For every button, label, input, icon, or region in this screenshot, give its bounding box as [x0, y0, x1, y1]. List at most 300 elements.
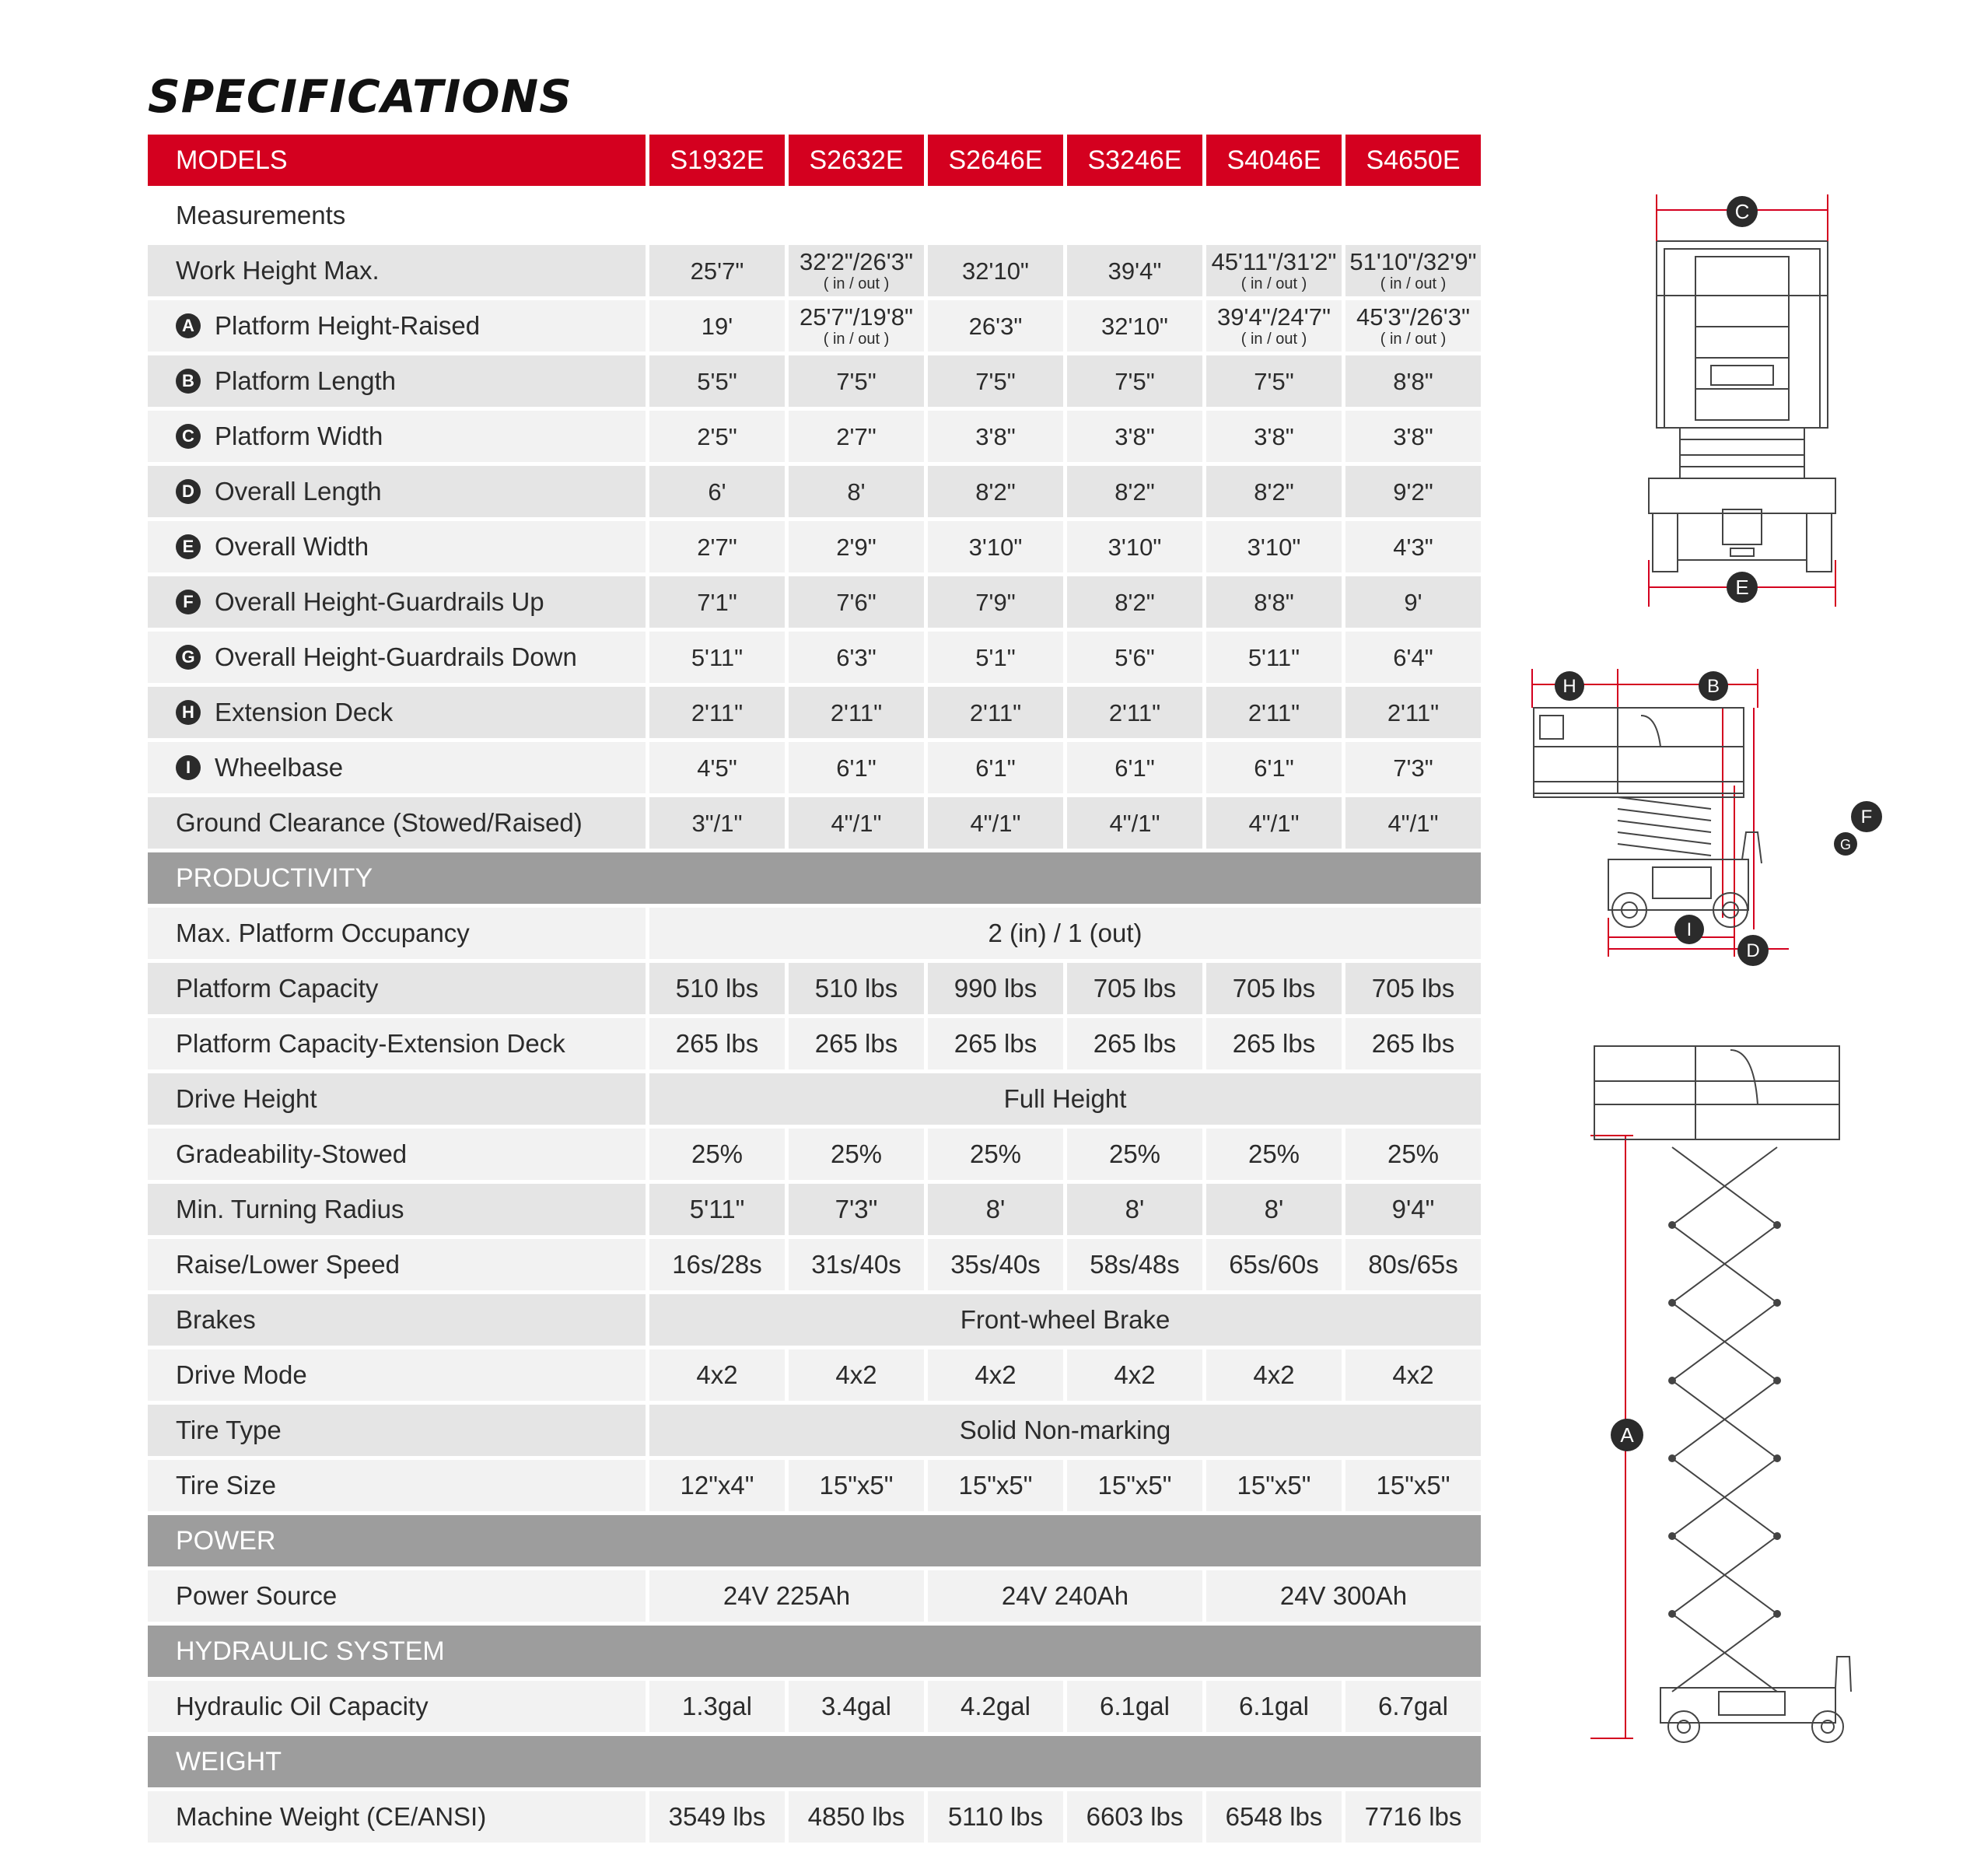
value-main: 2'11": [691, 698, 744, 726]
section-header-row: [148, 852, 1481, 904]
raised-view-diagram: [1587, 1034, 1882, 1750]
model-header: S2632E: [789, 135, 924, 186]
value-cell: [1067, 521, 1202, 572]
row-label-text: Ground Clearance (Stowed/Raised): [176, 808, 583, 837]
value-main: 6': [708, 478, 726, 506]
value-main: 8'2": [975, 478, 1016, 506]
value-cell: 31s/40s: [789, 1239, 924, 1290]
value-cell: 65s/60s: [1206, 1239, 1342, 1290]
paired-value: 24V 240Ah: [928, 1570, 1202, 1622]
value-cell: 25%: [1067, 1129, 1202, 1180]
row-label-text: Gradeability-Stowed: [176, 1139, 408, 1168]
table-row: [148, 411, 1481, 462]
value-main: 8'8": [1393, 367, 1433, 395]
label-i: I: [1686, 919, 1692, 940]
row-label: [148, 797, 646, 849]
row-label-text: Work Height Max.: [176, 256, 380, 285]
value-cell: [1067, 576, 1202, 628]
value-main: 8': [847, 478, 866, 506]
page-title: SPECIFICATIONS: [148, 70, 572, 123]
value-cell: [1345, 300, 1481, 352]
value-cell: 6603 lbs: [1067, 1791, 1202, 1843]
table-header-row: [148, 135, 1481, 186]
value-main: 32'10": [1101, 312, 1168, 340]
value-main: 19': [701, 312, 733, 340]
value-main: 9'2": [1393, 478, 1433, 506]
value-main: 2'7": [697, 533, 737, 561]
value-cell: [1206, 687, 1342, 738]
value-cell: [928, 300, 1063, 352]
value-cell: [928, 797, 1063, 849]
value-cell: [1206, 742, 1342, 793]
label-e: E: [1735, 576, 1749, 599]
value-cell: 25%: [649, 1129, 785, 1180]
value-cell: 15"x5": [789, 1460, 924, 1511]
value-main: 6'1": [975, 754, 1016, 782]
paired-value: 24V 225Ah: [649, 1570, 924, 1622]
row-label: [148, 576, 646, 628]
value-cell: 9'4": [1345, 1184, 1481, 1235]
value-main: 4"/1": [1248, 809, 1300, 837]
label-h: H: [1562, 676, 1576, 697]
value-cell: [649, 521, 785, 572]
value-cell: 25%: [1345, 1129, 1481, 1180]
table-row: [148, 1791, 1481, 1843]
value-cell: [649, 411, 785, 462]
value-cell: 15"x5": [1067, 1460, 1202, 1511]
table-row: [148, 1184, 1481, 1235]
row-label: [148, 466, 646, 517]
label-b: B: [1706, 676, 1720, 697]
value-cell: [1345, 576, 1481, 628]
value-main: 7'5": [1114, 367, 1155, 395]
value-cell: 4x2: [649, 1349, 785, 1401]
value-cell: [649, 632, 785, 683]
value-main: 4"/1": [831, 809, 882, 837]
table-row: [148, 1681, 1481, 1732]
value-cell: 4x2: [789, 1349, 924, 1401]
value-cell: 265 lbs: [649, 1018, 785, 1069]
value-cell: 5110 lbs: [928, 1791, 1063, 1843]
value-main: 2'11": [969, 698, 1022, 726]
value-cell: [649, 797, 785, 849]
value-cell: [1067, 355, 1202, 407]
value-main: 8'2": [1114, 478, 1155, 506]
label-f: F: [1860, 807, 1873, 828]
value-main: 8'8": [1254, 588, 1294, 616]
value-note: ( in / out ): [1240, 331, 1307, 348]
value-main: 2'5": [697, 422, 737, 450]
section-header: PRODUCTIVITY: [148, 852, 1481, 904]
value-cell: 8': [1206, 1184, 1342, 1235]
row-label: [148, 1681, 646, 1732]
value-main: 7'5": [1254, 367, 1294, 395]
table-row: [148, 1349, 1481, 1401]
value-cell: 5'11": [649, 1184, 785, 1235]
value-main: 26'3": [968, 312, 1023, 340]
value-cell: 510 lbs: [649, 963, 785, 1014]
value-main: 3"/1": [691, 809, 743, 837]
value-main: 3'8": [1393, 422, 1433, 450]
model-header: S2646E: [928, 135, 1063, 186]
model-header: S4650E: [1345, 135, 1481, 186]
paired-value: 24V 300Ah: [1206, 1570, 1481, 1622]
value-cell: [1067, 632, 1202, 683]
value-cell: 6548 lbs: [1206, 1791, 1342, 1843]
value-main: 5'6": [1114, 643, 1155, 671]
row-label-text: Platform Height-Raised: [215, 311, 481, 340]
section-header: POWER: [148, 1515, 1481, 1566]
row-label-text: Raise/Lower Speed: [176, 1250, 401, 1279]
section-header: WEIGHT: [148, 1736, 1481, 1787]
value-cell: 15"x5": [928, 1460, 1063, 1511]
value-main: 4'5": [697, 754, 737, 782]
value-cell: [928, 411, 1063, 462]
table-row: [148, 245, 1481, 296]
value-cell: [789, 245, 924, 296]
value-main: 4"/1": [1109, 809, 1160, 837]
value-main: 6'1": [1254, 754, 1294, 782]
row-label-text: Overall Length: [215, 477, 382, 506]
label-a: A: [1620, 1423, 1634, 1447]
value-main: 6'1": [836, 754, 877, 782]
table-row: [148, 632, 1481, 683]
value-cell: [1206, 632, 1342, 683]
value-cell: [649, 300, 785, 352]
value-main: 2'7": [836, 422, 877, 450]
table-row: [148, 1460, 1481, 1511]
row-label: [148, 1073, 646, 1125]
value-cell: [928, 632, 1063, 683]
value-main: 7'9": [975, 588, 1016, 616]
value-cell: [928, 466, 1063, 517]
value-cell: [1206, 797, 1342, 849]
value-note: ( in / out ): [1380, 331, 1447, 348]
value-main: 2'11": [1247, 698, 1300, 726]
dimension-badge-d: D: [176, 479, 201, 504]
table-row: [148, 1239, 1481, 1290]
value-main: 39'4"/24'7": [1217, 303, 1331, 331]
value-cell: 7'3": [789, 1184, 924, 1235]
value-cell: [1206, 355, 1342, 407]
value-cell: [1345, 411, 1481, 462]
value-cell: [1067, 411, 1202, 462]
value-cell: [1067, 742, 1202, 793]
value-cell: [649, 576, 785, 628]
value-cell: [1206, 411, 1342, 462]
row-label: [148, 687, 646, 738]
value-main: 5'11": [1247, 643, 1300, 671]
value-main: 6'4": [1393, 643, 1433, 671]
row-label-text: Platform Length: [215, 366, 396, 395]
spanned-value: Full Height: [649, 1073, 1481, 1125]
row-label: [148, 963, 646, 1014]
value-main: 5'5": [697, 367, 737, 395]
table-row: [148, 521, 1481, 572]
value-cell: [649, 742, 785, 793]
value-main: 4"/1": [970, 809, 1021, 837]
value-cell: [1345, 797, 1481, 849]
value-cell: [789, 632, 924, 683]
row-label-text: Power Source: [176, 1581, 338, 1610]
model-header: S4046E: [1206, 135, 1342, 186]
value-cell: [789, 355, 924, 407]
value-main: 3'8": [975, 422, 1016, 450]
value-cell: 80s/65s: [1345, 1239, 1481, 1290]
value-main: 2'11": [830, 698, 883, 726]
value-cell: 1.3gal: [649, 1681, 785, 1732]
side-view-diagram: [1524, 661, 1890, 972]
value-cell: [1067, 245, 1202, 296]
spanned-value: 2 (in) / 1 (out): [649, 908, 1481, 959]
value-cell: 4x2: [1345, 1349, 1481, 1401]
value-cell: 6.7gal: [1345, 1681, 1481, 1732]
row-label: [148, 245, 646, 296]
value-cell: 705 lbs: [1067, 963, 1202, 1014]
value-cell: [928, 355, 1063, 407]
value-main: 45'3"/26'3": [1356, 303, 1470, 331]
value-main: 7'5": [836, 367, 877, 395]
table-row: [148, 1018, 1481, 1069]
value-main: 3'8": [1114, 422, 1155, 450]
value-cell: 25%: [789, 1129, 924, 1180]
value-cell: [1206, 245, 1342, 296]
value-cell: 3.4gal: [789, 1681, 924, 1732]
value-cell: 6.1gal: [1067, 1681, 1202, 1732]
model-header: S3246E: [1067, 135, 1202, 186]
value-cell: 58s/48s: [1067, 1239, 1202, 1290]
section-header: HYDRAULIC SYSTEM: [148, 1626, 1481, 1677]
dimension-badge-f: F: [176, 590, 201, 614]
value-cell: 16s/28s: [649, 1239, 785, 1290]
table-row: [148, 576, 1481, 628]
table-row: [148, 797, 1481, 849]
section-header-row: [148, 1515, 1481, 1566]
value-cell: 265 lbs: [789, 1018, 924, 1069]
section-header-row: [148, 1736, 1481, 1787]
value-main: 3'8": [1254, 422, 1294, 450]
table-row: [148, 742, 1481, 793]
dimension-badge-g: G: [176, 645, 201, 670]
table-row: [148, 1570, 1481, 1622]
value-cell: [1345, 632, 1481, 683]
value-main: 39'4": [1107, 257, 1162, 285]
table-row: [148, 1073, 1481, 1125]
value-cell: [649, 245, 785, 296]
value-cell: 705 lbs: [1345, 963, 1481, 1014]
value-cell: [789, 576, 924, 628]
value-cell: [649, 355, 785, 407]
row-label-text: Drive Height: [176, 1084, 317, 1113]
row-label: [148, 1791, 646, 1843]
value-main: 4"/1": [1387, 809, 1439, 837]
table-row: [148, 1129, 1481, 1180]
row-label-text: Overall Height-Guardrails Down: [215, 642, 577, 671]
dimension-badge-e: E: [176, 534, 201, 559]
value-cell: 25%: [928, 1129, 1063, 1180]
value-cell: 8': [1067, 1184, 1202, 1235]
table-row: [148, 300, 1481, 352]
value-main: 3'10": [968, 533, 1023, 561]
value-cell: [1345, 245, 1481, 296]
value-cell: 7716 lbs: [1345, 1791, 1481, 1843]
value-cell: [1345, 466, 1481, 517]
row-label: [148, 1018, 646, 1069]
row-label-text: Tire Type: [176, 1416, 282, 1444]
value-cell: 4.2gal: [928, 1681, 1063, 1732]
value-cell: [1206, 521, 1342, 572]
value-main: 9': [1404, 588, 1422, 616]
value-main: 3'10": [1107, 533, 1162, 561]
row-label-text: Platform Capacity: [176, 974, 379, 1003]
dimension-badge-i: I: [176, 755, 201, 780]
value-cell: 4x2: [1206, 1349, 1342, 1401]
value-cell: [649, 466, 785, 517]
row-label: [148, 1349, 646, 1401]
value-cell: [1067, 687, 1202, 738]
value-main: 6'3": [836, 643, 877, 671]
value-cell: 510 lbs: [789, 963, 924, 1014]
row-label: [148, 632, 646, 683]
row-label: [148, 742, 646, 793]
row-label: [148, 1184, 646, 1235]
models-header: MODELS: [148, 135, 646, 186]
value-cell: 4x2: [1067, 1349, 1202, 1401]
row-label: [148, 1129, 646, 1180]
label-c: C: [1734, 200, 1750, 223]
front-view-diagram: [1641, 187, 1843, 614]
value-cell: 705 lbs: [1206, 963, 1342, 1014]
row-label-text: Extension Deck: [215, 698, 394, 726]
table-row: [148, 466, 1481, 517]
value-main: 5'11": [691, 643, 744, 671]
value-cell: [928, 687, 1063, 738]
value-cell: 265 lbs: [1345, 1018, 1481, 1069]
value-cell: [789, 687, 924, 738]
row-label: [148, 908, 646, 959]
value-main: 25'7": [690, 257, 744, 285]
value-cell: [789, 742, 924, 793]
row-label-text: Min. Turning Radius: [176, 1195, 404, 1223]
value-cell: [1067, 300, 1202, 352]
value-cell: 15"x5": [1345, 1460, 1481, 1511]
value-cell: [649, 687, 785, 738]
value-main: 5'1": [975, 643, 1016, 671]
row-label-text: Machine Weight (CE/ANSI): [176, 1802, 487, 1831]
value-main: 7'5": [975, 367, 1016, 395]
table-row: [148, 355, 1481, 407]
value-main: 8'2": [1254, 478, 1294, 506]
row-label: [148, 1294, 646, 1346]
row-label-text: Platform Capacity-Extension Deck: [176, 1029, 565, 1058]
row-label: [148, 1460, 646, 1511]
value-main: 2'9": [836, 533, 877, 561]
value-cell: [1067, 797, 1202, 849]
value-main: 51'10"/32'9": [1349, 248, 1477, 275]
value-cell: 990 lbs: [928, 963, 1063, 1014]
value-note: ( in / out ): [1240, 275, 1307, 292]
value-cell: 35s/40s: [928, 1239, 1063, 1290]
value-cell: 4850 lbs: [789, 1791, 924, 1843]
table-row: [148, 1405, 1481, 1456]
value-cell: [1067, 466, 1202, 517]
value-main: 25'7"/19'8": [800, 303, 913, 331]
value-cell: [1345, 687, 1481, 738]
row-label-text: Platform Width: [215, 422, 383, 450]
table-row: [148, 908, 1481, 959]
model-header: S1932E: [649, 135, 785, 186]
value-cell: 25%: [1206, 1129, 1342, 1180]
value-main: 8'2": [1114, 588, 1155, 616]
value-main: 7'1": [697, 588, 737, 616]
value-cell: [789, 300, 924, 352]
value-cell: [789, 466, 924, 517]
table-row: [148, 963, 1481, 1014]
value-cell: 265 lbs: [1206, 1018, 1342, 1069]
table-row: [148, 1294, 1481, 1346]
value-main: 2'11": [1108, 698, 1161, 726]
value-main: 45'11"/31'2": [1211, 248, 1337, 275]
value-cell: 15"x5": [1206, 1460, 1342, 1511]
row-label: [148, 411, 646, 462]
value-cell: 12"x4": [649, 1460, 785, 1511]
value-main: 2'11": [1387, 698, 1440, 726]
value-main: 4'3": [1393, 533, 1433, 561]
section-header-row: [148, 1626, 1481, 1677]
table-row: [148, 687, 1481, 738]
row-label-text: Overall Height-Guardrails Up: [215, 587, 544, 616]
row-label: [148, 521, 646, 572]
value-cell: [1206, 466, 1342, 517]
value-main: 32'2"/26'3": [800, 248, 913, 275]
row-label-text: Wheelbase: [215, 753, 344, 782]
label-d: D: [1746, 940, 1760, 961]
value-note: ( in / out ): [823, 275, 890, 292]
row-label: [148, 1570, 646, 1622]
value-cell: [1345, 742, 1481, 793]
value-cell: 265 lbs: [1067, 1018, 1202, 1069]
row-label-text: Max. Platform Occupancy: [176, 919, 470, 947]
row-label-text: Tire Size: [176, 1471, 276, 1500]
dimension-badge-b: B: [176, 369, 201, 394]
value-main: 7'3": [1393, 754, 1433, 782]
dimension-badge-c: C: [176, 424, 201, 449]
row-label: [148, 355, 646, 407]
value-main: 7'6": [836, 588, 877, 616]
value-cell: 8': [928, 1184, 1063, 1235]
value-cell: [1345, 355, 1481, 407]
value-note: ( in / out ): [823, 331, 890, 348]
value-main: 3'10": [1247, 533, 1301, 561]
value-cell: [1345, 521, 1481, 572]
row-label-text: Overall Width: [215, 532, 369, 561]
row-label-text: Brakes: [176, 1305, 256, 1334]
value-cell: [1206, 576, 1342, 628]
dimension-badge-h: H: [176, 700, 201, 725]
value-cell: [928, 521, 1063, 572]
value-main: 6'1": [1114, 754, 1155, 782]
specifications-table: [144, 131, 1485, 1846]
value-cell: [789, 411, 924, 462]
measurements-heading-row: [148, 190, 1481, 241]
value-cell: [789, 797, 924, 849]
row-label: [148, 300, 646, 352]
spanned-value: Front-wheel Brake: [649, 1294, 1481, 1346]
row-label: [148, 1239, 646, 1290]
row-label: [148, 1405, 646, 1456]
value-cell: 265 lbs: [928, 1018, 1063, 1069]
value-cell: [928, 245, 1063, 296]
